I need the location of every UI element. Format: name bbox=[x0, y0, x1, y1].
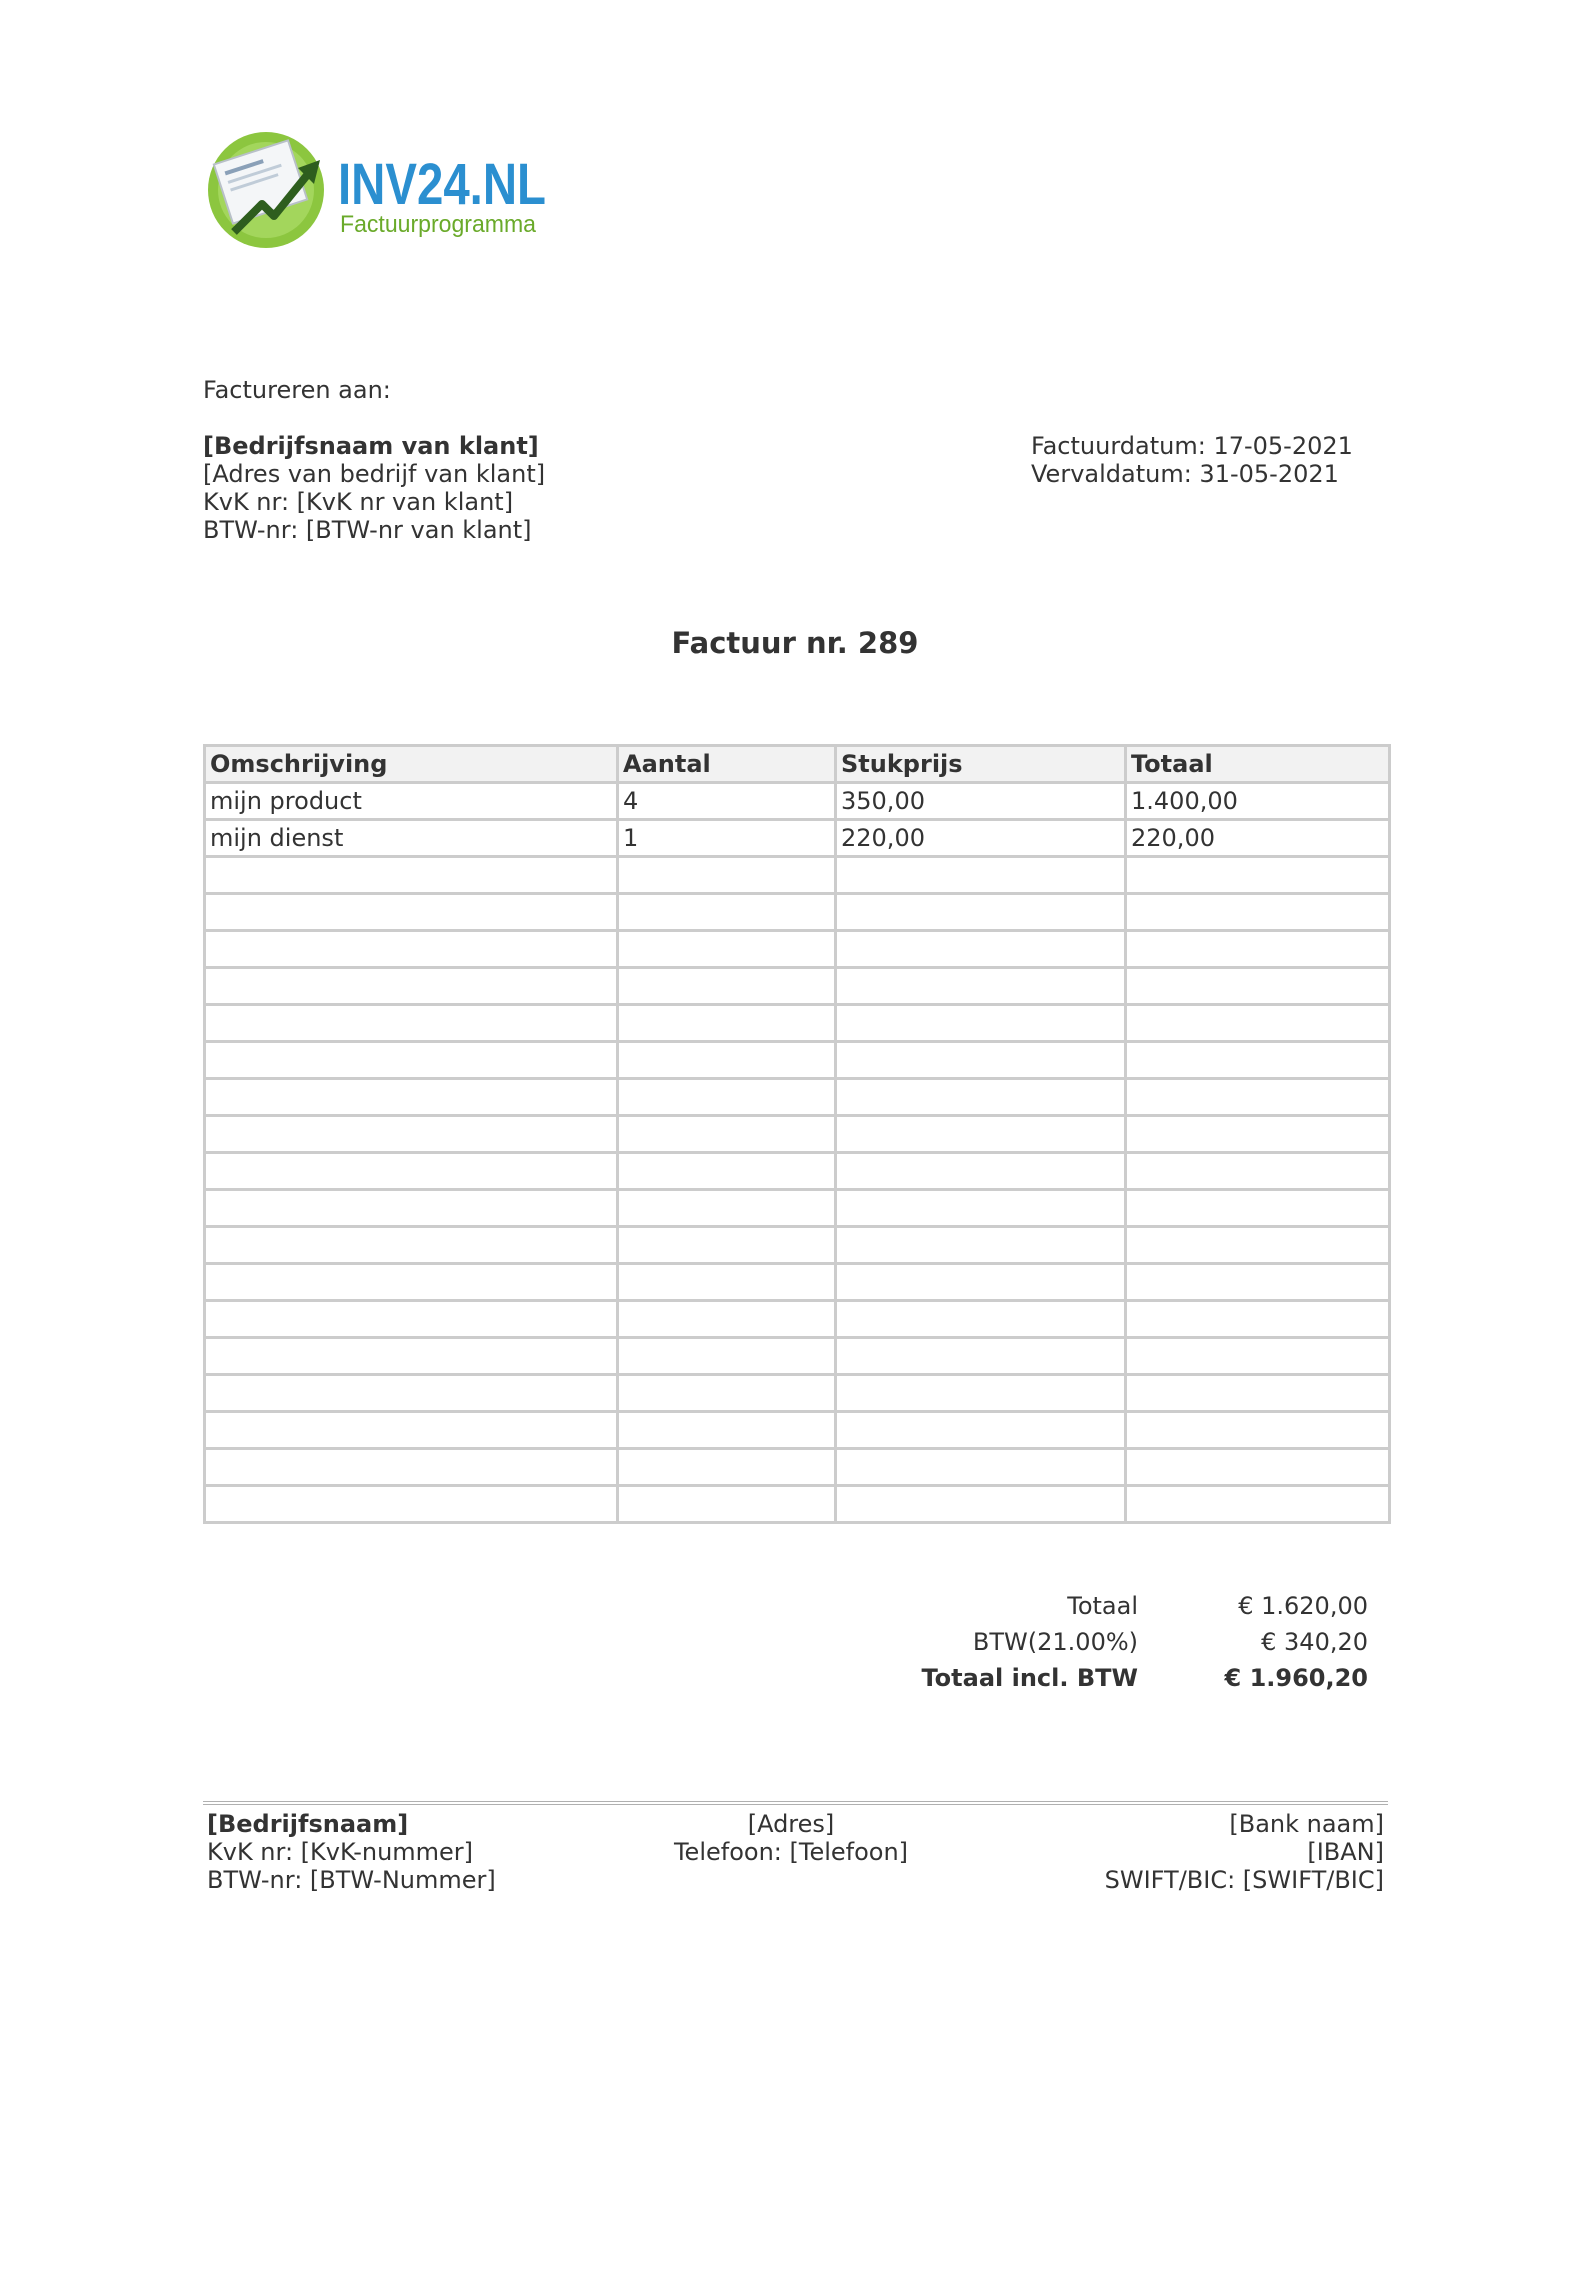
header-aantal: Aantal bbox=[618, 746, 836, 783]
cell-stukprijs: 220,00 bbox=[836, 820, 1126, 857]
invoice-title: Factuur nr. 289 bbox=[671, 626, 919, 660]
cell-totaal bbox=[1126, 894, 1390, 931]
cell-aantal bbox=[618, 1190, 836, 1227]
invoice-date: Factuurdatum: 17-05-2021 bbox=[1031, 432, 1353, 460]
table-row bbox=[205, 1227, 1390, 1264]
cell-aantal: 1 bbox=[618, 820, 836, 857]
cell-omschrijving bbox=[205, 1079, 618, 1116]
cell-totaal bbox=[1126, 1190, 1390, 1227]
cell-stukprijs bbox=[836, 894, 1126, 931]
cell-stukprijs bbox=[836, 1153, 1126, 1190]
cell-aantal bbox=[618, 1412, 836, 1449]
cell-totaal bbox=[1126, 1042, 1390, 1079]
cell-aantal bbox=[618, 1042, 836, 1079]
cell-totaal bbox=[1126, 1375, 1390, 1412]
cell-totaal bbox=[1126, 1412, 1390, 1449]
footer-divider bbox=[203, 1801, 1388, 1805]
footer-company bbox=[207, 1810, 496, 1894]
cell-stukprijs bbox=[836, 857, 1126, 894]
client-name: [Bedrijfsnaam van klant] bbox=[203, 432, 539, 460]
cell-totaal: 1.400,00 bbox=[1126, 783, 1390, 820]
cell-totaal bbox=[1126, 1079, 1390, 1116]
cell-aantal bbox=[618, 1301, 836, 1338]
footer-phone: Telefoon: [Telefoon] bbox=[673, 1838, 909, 1866]
cell-omschrijving bbox=[205, 894, 618, 931]
cell-aantal bbox=[618, 1375, 836, 1412]
totals-block bbox=[820, 1588, 1368, 1696]
cell-totaal bbox=[1126, 1338, 1390, 1375]
table-body bbox=[205, 783, 1390, 1523]
cell-aantal bbox=[618, 1116, 836, 1153]
cell-aantal bbox=[618, 1264, 836, 1301]
cell-aantal bbox=[618, 857, 836, 894]
cell-aantal bbox=[618, 1338, 836, 1375]
cell-totaal bbox=[1126, 1449, 1390, 1486]
bill-to-label: Factureren aan: bbox=[203, 376, 391, 404]
cell-omschrijving bbox=[205, 1153, 618, 1190]
cell-stukprijs bbox=[836, 1005, 1126, 1042]
cell-omschrijving bbox=[205, 1486, 618, 1523]
cell-stukprijs bbox=[836, 1264, 1126, 1301]
cell-totaal bbox=[1126, 857, 1390, 894]
footer-company-name: [Bedrijfsnaam] bbox=[207, 1810, 409, 1838]
table-row bbox=[205, 1005, 1390, 1042]
cell-totaal bbox=[1126, 968, 1390, 1005]
footer-swift: SWIFT/BIC: [SWIFT/BIC] bbox=[1104, 1866, 1384, 1894]
cell-omschrijving bbox=[205, 1264, 618, 1301]
cell-omschrijving bbox=[205, 1375, 618, 1412]
grand-total-value: € 1.960,20 bbox=[1224, 1664, 1368, 1692]
client-btw: BTW-nr: [BTW-nr van klant] bbox=[203, 516, 532, 544]
client-kvk: KvK nr: [KvK nr van klant] bbox=[203, 488, 514, 516]
cell-omschrijving bbox=[205, 1449, 618, 1486]
cell-omschrijving: mijn dienst bbox=[205, 820, 618, 857]
cell-stukprijs bbox=[836, 1116, 1126, 1153]
footer-bank bbox=[1000, 1810, 1384, 1894]
table-row bbox=[205, 968, 1390, 1005]
table-row bbox=[205, 857, 1390, 894]
table-row bbox=[205, 1153, 1390, 1190]
cell-omschrijving bbox=[205, 1301, 618, 1338]
cell-totaal: 220,00 bbox=[1126, 820, 1390, 857]
footer-address: [Adres] bbox=[747, 1810, 835, 1838]
cell-stukprijs bbox=[836, 1449, 1126, 1486]
cell-omschrijving bbox=[205, 1190, 618, 1227]
cell-aantal bbox=[618, 1153, 836, 1190]
line-items-table bbox=[203, 744, 1391, 1524]
cell-omschrijving bbox=[205, 968, 618, 1005]
cell-totaal bbox=[1126, 1301, 1390, 1338]
cell-omschrijving bbox=[205, 1412, 618, 1449]
table-row bbox=[205, 1079, 1390, 1116]
table-row bbox=[205, 894, 1390, 931]
table-row bbox=[205, 1412, 1390, 1449]
footer-bank-name: [Bank naam] bbox=[1229, 1810, 1384, 1838]
cell-stukprijs bbox=[836, 1375, 1126, 1412]
cell-stukprijs bbox=[836, 1338, 1126, 1375]
cell-omschrijving bbox=[205, 1338, 618, 1375]
company-logo bbox=[200, 120, 550, 260]
logo-subtitle: Factuurprogramma bbox=[340, 211, 537, 238]
table-row bbox=[205, 1338, 1390, 1375]
cell-omschrijving: mijn product bbox=[205, 783, 618, 820]
cell-aantal bbox=[618, 1079, 836, 1116]
cell-omschrijving bbox=[205, 1042, 618, 1079]
table-row bbox=[205, 783, 1390, 820]
cell-omschrijving bbox=[205, 931, 618, 968]
table-row bbox=[205, 1190, 1390, 1227]
invoice-chart-logo-icon bbox=[200, 120, 550, 260]
cell-stukprijs bbox=[836, 1412, 1126, 1449]
cell-aantal bbox=[618, 931, 836, 968]
table-row bbox=[205, 1116, 1390, 1153]
cell-aantal bbox=[618, 894, 836, 931]
cell-totaal bbox=[1126, 1116, 1390, 1153]
cell-stukprijs: 350,00 bbox=[836, 783, 1126, 820]
cell-totaal bbox=[1126, 1264, 1390, 1301]
table-row bbox=[205, 1264, 1390, 1301]
cell-totaal bbox=[1126, 1227, 1390, 1264]
cell-aantal bbox=[618, 1449, 836, 1486]
subtotal-label: Totaal bbox=[1067, 1592, 1138, 1620]
cell-omschrijving bbox=[205, 857, 618, 894]
vat-value: € 340,20 bbox=[1261, 1628, 1368, 1656]
table-row bbox=[205, 931, 1390, 968]
grand-total-label: Totaal incl. BTW bbox=[921, 1664, 1138, 1692]
footer-iban: [IBAN] bbox=[1307, 1838, 1384, 1866]
cell-stukprijs bbox=[836, 931, 1126, 968]
subtotal-row bbox=[820, 1588, 1368, 1624]
table-row bbox=[205, 1486, 1390, 1523]
footer-contact bbox=[620, 1810, 962, 1866]
subtotal-value: € 1.620,00 bbox=[1238, 1592, 1368, 1620]
cell-omschrijving bbox=[205, 1227, 618, 1264]
cell-aantal bbox=[618, 1486, 836, 1523]
client-block bbox=[203, 432, 545, 544]
table-row bbox=[205, 1301, 1390, 1338]
cell-omschrijving bbox=[205, 1005, 618, 1042]
cell-aantal: 4 bbox=[618, 783, 836, 820]
header-omschrijving: Omschrijving bbox=[205, 746, 618, 783]
vat-row bbox=[820, 1624, 1368, 1660]
table-row bbox=[205, 1375, 1390, 1412]
cell-totaal bbox=[1126, 1005, 1390, 1042]
cell-stukprijs bbox=[836, 1227, 1126, 1264]
cell-totaal bbox=[1126, 931, 1390, 968]
cell-totaal bbox=[1126, 1486, 1390, 1523]
table-header-row bbox=[205, 746, 1390, 783]
cell-aantal bbox=[618, 1005, 836, 1042]
header-stukprijs: Stukprijs bbox=[836, 746, 1126, 783]
vat-label: BTW(21.00%) bbox=[972, 1628, 1138, 1656]
table-row bbox=[205, 1042, 1390, 1079]
footer-kvk: KvK nr: [KvK-nummer] bbox=[207, 1838, 474, 1866]
cell-stukprijs bbox=[836, 1042, 1126, 1079]
due-date: Vervaldatum: 31-05-2021 bbox=[1031, 460, 1339, 488]
grand-total-row bbox=[820, 1660, 1368, 1696]
client-address: [Adres van bedrijf van klant] bbox=[203, 460, 546, 488]
cell-omschrijving bbox=[205, 1116, 618, 1153]
header-totaal: Totaal bbox=[1126, 746, 1390, 783]
cell-aantal bbox=[618, 1227, 836, 1264]
cell-stukprijs bbox=[836, 1190, 1126, 1227]
cell-stukprijs bbox=[836, 1079, 1126, 1116]
table-row bbox=[205, 820, 1390, 857]
cell-totaal bbox=[1126, 1153, 1390, 1190]
logo-brand: INV24.NL bbox=[338, 152, 546, 217]
cell-stukprijs bbox=[836, 968, 1126, 1005]
cell-stukprijs bbox=[836, 1486, 1126, 1523]
cell-stukprijs bbox=[836, 1301, 1126, 1338]
cell-aantal bbox=[618, 968, 836, 1005]
invoice-dates bbox=[1031, 432, 1353, 488]
table-row bbox=[205, 1449, 1390, 1486]
footer-btw: BTW-nr: [BTW-Nummer] bbox=[207, 1866, 496, 1894]
